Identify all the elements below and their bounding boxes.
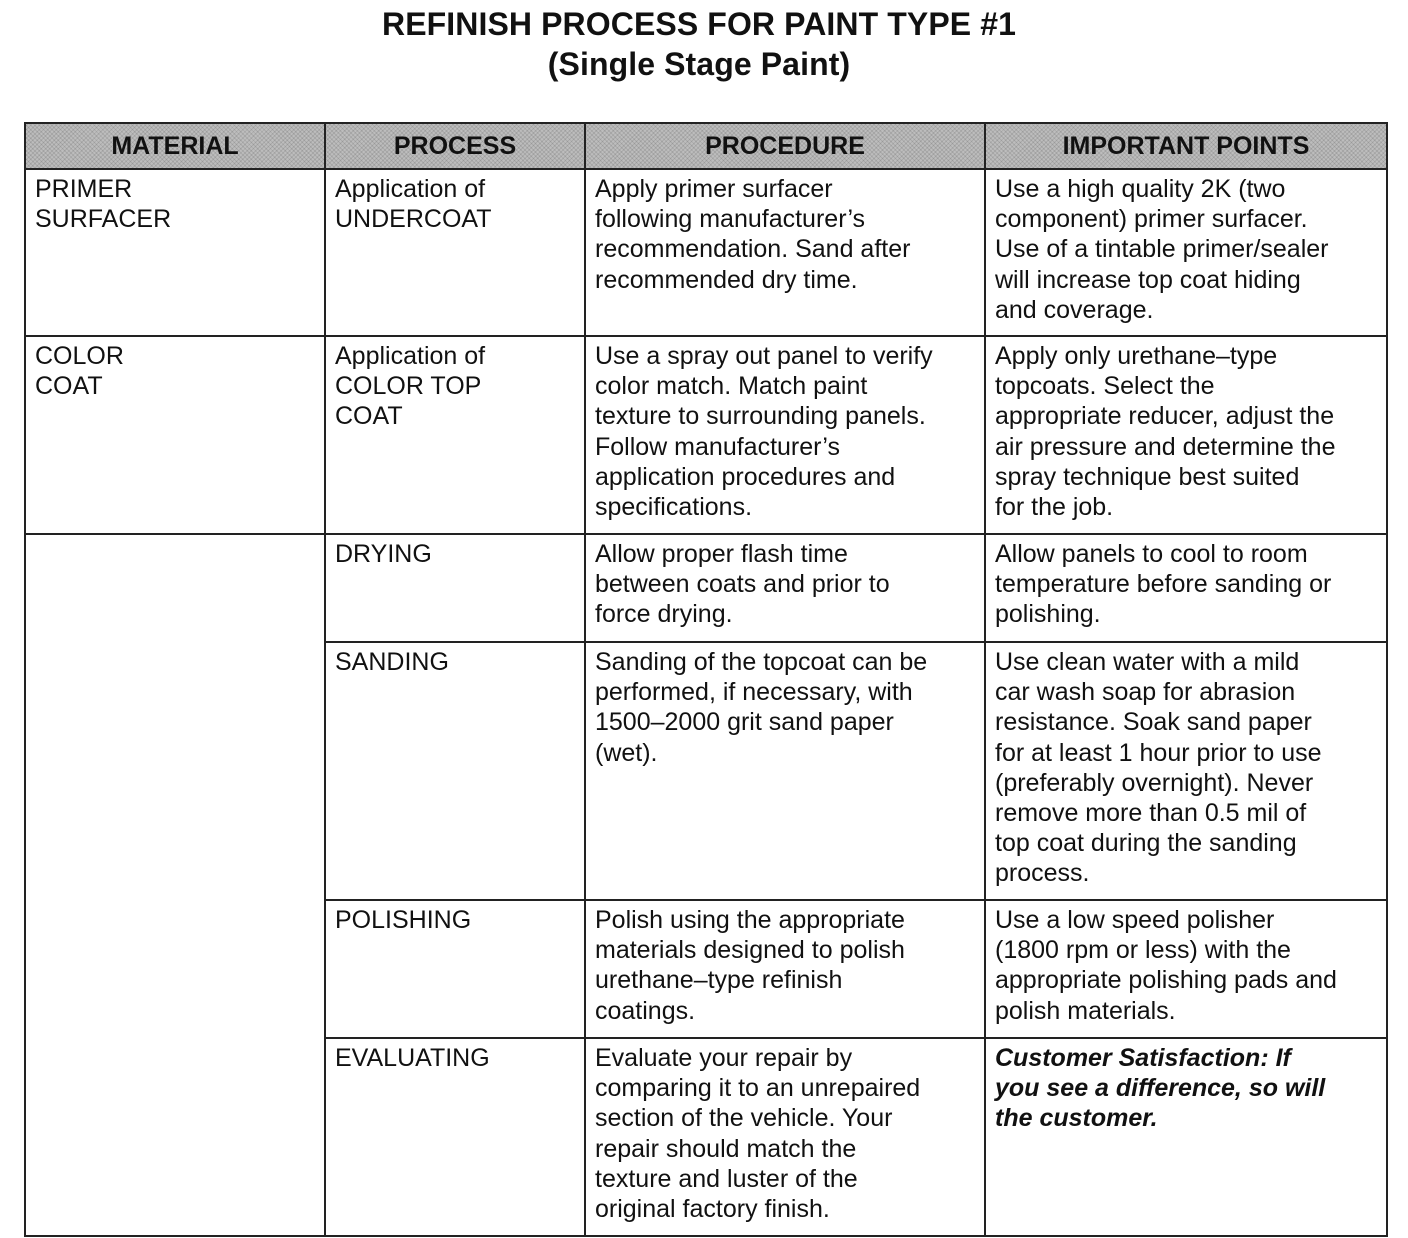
cell-procedure: Sanding of the topcoat can be performed, if necessary, with 1500–2000 grit sand paper (wet). (585, 642, 985, 900)
header-process: PROCESS (325, 123, 585, 169)
cell-procedure: Use a spray out panel to verify color match. Match paint texture to surrounding panels. Follow manufacturer’s application procedures and specifications. (585, 336, 985, 534)
cell-process: Application of COLOR TOP COAT (325, 336, 585, 534)
table-row (25, 336, 1387, 534)
cell-important-points: Use a high quality 2K (two component) primer surfacer. Use of a tintable primer/sealer will increase top coat hiding and coverage. (985, 169, 1387, 336)
cell-procedure: Allow proper flash time between coats and prior to force drying. (585, 534, 985, 642)
cell-process: SANDING (325, 642, 585, 900)
cell-procedure: Polish using the appropriate materials designed to polish urethane–type refinish coatings. (585, 900, 985, 1038)
table-row (25, 169, 1387, 336)
cell-material-empty (25, 534, 325, 1236)
cell-important-points: Use a low speed polisher (1800 rpm or less) with the appropriate polishing pads and polish materials. (985, 900, 1387, 1038)
cell-process: POLISHING (325, 900, 585, 1038)
cell-material: PRIMER SURFACER (25, 169, 325, 336)
cell-important-points: Apply only urethane–type topcoats. Select the appropriate reducer, adjust the air pressure and determine the spray technique best suited for the job. (985, 336, 1387, 534)
cell-process: Application of UNDERCOAT (325, 169, 585, 336)
cell-important-points: Use clean water with a mild car wash soap for abrasion resistance. Soak sand paper for at least 1 hour prior to use (preferably overnight). Never remove more than 0.5 mil of top coat during the sanding process. (985, 642, 1387, 900)
title-line-2: (Single Stage Paint) (547, 46, 851, 82)
cell-important-points: Customer Satisfaction: If you see a difference, so will the customer. (985, 1038, 1387, 1236)
table-header-row (25, 123, 1387, 169)
page-title (0, 4, 1398, 84)
cell-material: COLOR COAT (25, 336, 325, 534)
refinish-process-table (24, 122, 1388, 1237)
cell-process: DRYING (325, 534, 585, 642)
cell-procedure: Evaluate your repair by comparing it to an unrepaired section of the vehicle. Your repair should match the texture and luster of the original factory finish. (585, 1038, 985, 1236)
cell-important-points: Allow panels to cool to room temperature before sanding or polishing. (985, 534, 1387, 642)
cell-procedure: Apply primer surfacer following manufacturer’s recommendation. Sand after recommended dry time. (585, 169, 985, 336)
cell-process: EVALUATING (325, 1038, 585, 1236)
title-line-1: REFINISH PROCESS FOR PAINT TYPE #1 (381, 6, 1017, 42)
header-procedure: PROCEDURE (585, 123, 985, 169)
header-important-points: IMPORTANT POINTS (985, 123, 1387, 169)
table-row (25, 534, 1387, 642)
header-material: MATERIAL (25, 123, 325, 169)
